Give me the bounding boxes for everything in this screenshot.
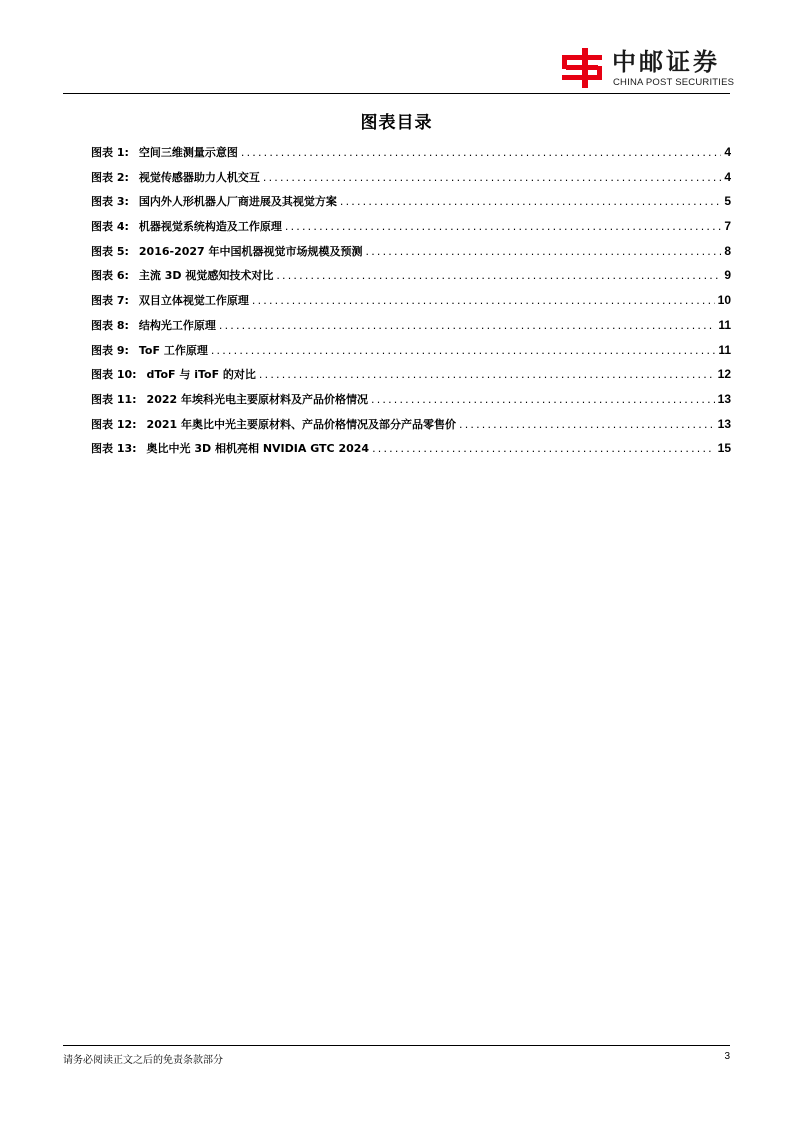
- toc-entry[interactable]: [91, 292, 731, 317]
- toc-entry-page: 10: [717, 293, 731, 308]
- toc-entry-title: dToF 与 iToF 的对比: [146, 368, 256, 382]
- toc-entry[interactable]: [91, 440, 731, 465]
- brand-name-en: CHINA POST SECURITIES: [613, 77, 735, 88]
- toc-dot-leader: [252, 294, 715, 307]
- toc-entry-page: 12: [717, 367, 731, 382]
- toc-entry[interactable]: [91, 317, 731, 342]
- toc-dot-leader: [366, 245, 722, 258]
- toc-entry[interactable]: [91, 144, 731, 169]
- footer-divider: [63, 1045, 730, 1046]
- toc-entry-title: 机器视觉系统构造及工作原理: [138, 220, 282, 234]
- toc-entry-title: 结构光工作原理: [138, 318, 216, 332]
- toc-entry-label: 图表 4:: [91, 220, 129, 234]
- brand-name-cn: 中邮证券: [612, 48, 720, 76]
- toc-entry[interactable]: [91, 193, 731, 218]
- toc-dot-leader: [259, 368, 715, 381]
- footer-disclaimer: 请务必阅读正文之后的免责条款部分: [63, 1055, 223, 1066]
- toc-entry-title: 国内外人形机器人厂商进展及其视觉方案: [138, 195, 337, 209]
- toc-entry-title: 2021 年奥比中光主要原材料、产品价格情况及部分产品零售价: [146, 417, 456, 431]
- toc-entry[interactable]: [91, 391, 731, 416]
- toc-entry-page: 9: [724, 268, 731, 283]
- toc-entry-page: 13: [717, 416, 731, 431]
- toc-dot-leader: [211, 344, 715, 357]
- china-post-logo-icon: [560, 47, 604, 89]
- toc-entry-page: 11: [718, 317, 731, 332]
- toc-entry-page: 13: [717, 391, 731, 406]
- toc-entry-label: 图表 3:: [91, 195, 129, 209]
- toc-entry-page: 4: [724, 145, 731, 159]
- toc-entry[interactable]: [91, 342, 731, 367]
- toc-dot-leader: [241, 146, 721, 159]
- toc-dot-leader: [263, 171, 721, 184]
- toc-entry-label: 图表 7:: [91, 294, 129, 308]
- header-divider: [63, 93, 730, 94]
- toc-entry-title: 2016-2027 年中国机器视觉市场规模及预测: [138, 244, 363, 258]
- toc-dot-leader: [340, 195, 721, 208]
- toc-entry-page: 5: [724, 194, 731, 209]
- toc-entry-title: 2022 年埃科光电主要原材料及产品价格情况: [146, 392, 368, 406]
- toc-entry-page: 15: [717, 441, 731, 456]
- toc-entry-label: 图表 1:: [91, 146, 129, 159]
- toc-entry-label: 图表 12:: [91, 417, 137, 431]
- toc-dot-leader: [276, 269, 721, 282]
- toc-list: [91, 144, 731, 465]
- toc-entry-label: 图表 9:: [91, 343, 129, 357]
- toc-entry[interactable]: [91, 267, 731, 292]
- toc-entry-page: 11: [718, 342, 731, 357]
- toc-entry[interactable]: [91, 416, 731, 441]
- toc-entry[interactable]: [91, 218, 731, 243]
- footer-page-number: 3: [724, 1051, 730, 1062]
- toc-title: 图表目录: [360, 113, 433, 133]
- toc-entry-label: 图表 11:: [91, 392, 137, 406]
- toc-entry-title: 空间三维测量示意图: [138, 146, 238, 159]
- toc-entry-title: 视觉传感器助力人机交互: [138, 170, 260, 184]
- toc-entry[interactable]: [91, 169, 731, 194]
- toc-entry[interactable]: [91, 243, 731, 268]
- toc-entry-title: 主流 3D 视觉感知技术对比: [138, 269, 274, 283]
- toc-entry-label: 图表 10:: [91, 368, 137, 382]
- toc-entry-title: 奥比中光 3D 相机亮相 NVIDIA GTC 2024: [146, 442, 370, 456]
- toc-entry-title: 双目立体视觉工作原理: [138, 294, 249, 308]
- toc-entry-label: 图表 2:: [91, 170, 129, 184]
- toc-dot-leader: [372, 442, 715, 455]
- toc-dot-leader: [459, 418, 715, 431]
- toc-entry-page: 8: [724, 243, 731, 258]
- toc-entry-title: ToF 工作原理: [138, 343, 208, 357]
- brand-logo: [560, 47, 735, 89]
- toc-entry-page: 4: [724, 169, 731, 184]
- toc-entry-label: 图表 5:: [91, 244, 129, 258]
- toc-entry[interactable]: [91, 366, 731, 391]
- toc-entry-label: 图表 13:: [91, 442, 137, 456]
- toc-entry-label: 图表 8:: [91, 318, 129, 332]
- toc-dot-leader: [219, 319, 715, 332]
- toc-dot-leader: [371, 393, 715, 406]
- toc-dot-leader: [285, 220, 721, 233]
- toc-entry-page: 7: [724, 219, 731, 234]
- toc-entry-label: 图表 6:: [91, 269, 129, 283]
